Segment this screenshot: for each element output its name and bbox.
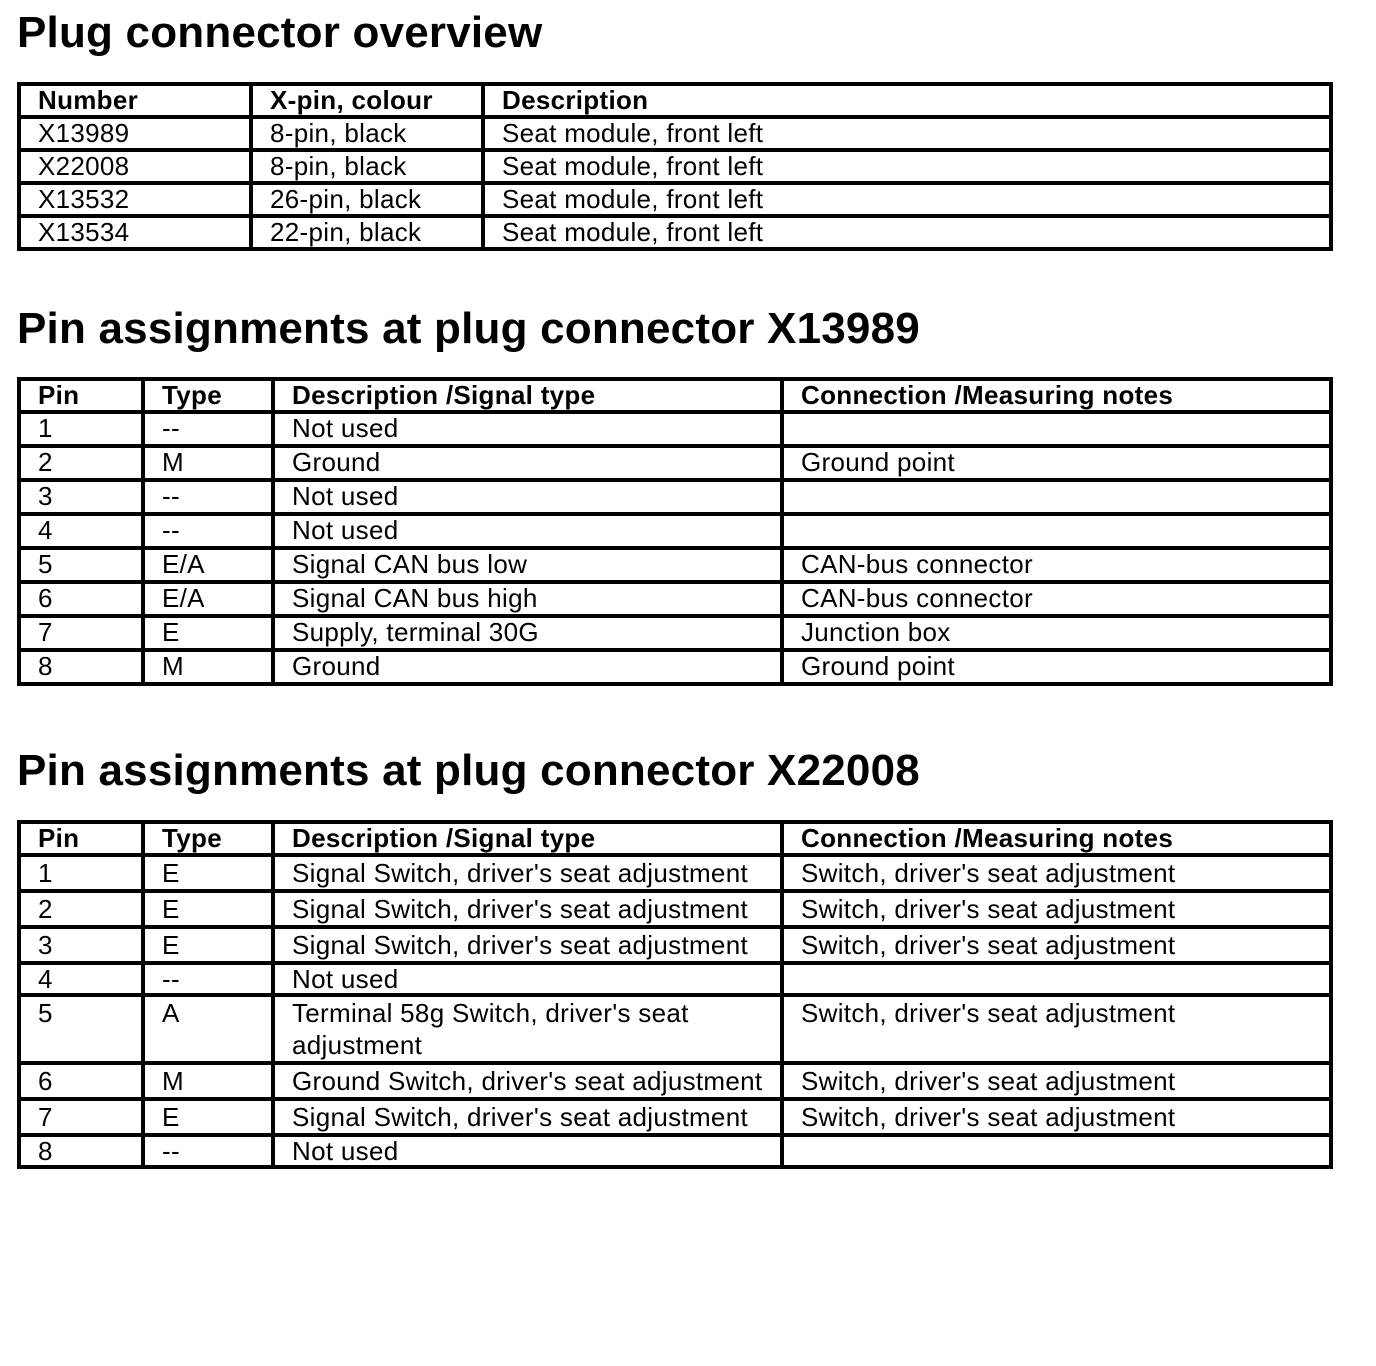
pin-type: -- [143, 480, 273, 514]
pin-number: 8 [19, 650, 143, 684]
connector-pins-colour: 22-pin, black [251, 216, 483, 249]
pin-connection: Ground point [782, 446, 1331, 480]
pin-number: 2 [19, 446, 143, 480]
pin-description: Terminal 58g Switch, driver's seat adjustment [273, 995, 782, 1063]
pin-connection: Switch, driver's seat adjustment [782, 995, 1331, 1063]
connector-number: X22008 [19, 150, 251, 183]
col-header-description: Description /Signal type [273, 379, 782, 412]
pin-number: 3 [19, 480, 143, 514]
pin-description: Not used [273, 480, 782, 514]
connector-number: X13989 [19, 117, 251, 150]
pin-connection [782, 1135, 1331, 1167]
pin-number: 3 [19, 927, 143, 963]
table-row [19, 963, 1331, 995]
col-header-x-pin-colour: X-pin, colour [251, 84, 483, 117]
table-row [19, 616, 1331, 650]
pin-connection [782, 480, 1331, 514]
connector-number: X13532 [19, 183, 251, 216]
pin-connection: Switch, driver's seat adjustment [782, 1063, 1331, 1099]
pin-type: E [143, 855, 273, 891]
pin-number: 4 [19, 963, 143, 995]
pin-connection: CAN-bus connector [782, 582, 1331, 616]
pin-number: 6 [19, 1063, 143, 1099]
x13989-header-row [19, 379, 1331, 412]
table-row [19, 1099, 1331, 1135]
connector-pins-colour: 8-pin, black [251, 117, 483, 150]
pin-type: -- [143, 514, 273, 548]
pin-description: Signal CAN bus high [273, 582, 782, 616]
table-row [19, 1063, 1331, 1099]
col-header-connection: Connection /Measuring notes [782, 822, 1331, 855]
pin-number: 7 [19, 616, 143, 650]
pin-type: E [143, 927, 273, 963]
pin-description: Signal Switch, driver's seat adjustment [273, 855, 782, 891]
pin-connection: Switch, driver's seat adjustment [782, 1099, 1331, 1135]
x13989-pin-table [17, 377, 1333, 686]
connector-description: Seat module, front left [483, 216, 1331, 249]
pin-type: -- [143, 412, 273, 446]
table-row [19, 1135, 1331, 1167]
pin-connection: Switch, driver's seat adjustment [782, 855, 1331, 891]
pin-number: 1 [19, 412, 143, 446]
pin-number: 7 [19, 1099, 143, 1135]
pin-number: 5 [19, 548, 143, 582]
pin-type: -- [143, 963, 273, 995]
connector-pins-colour: 26-pin, black [251, 183, 483, 216]
connector-pins-colour: 8-pin, black [251, 150, 483, 183]
pin-type: M [143, 650, 273, 684]
pin-number: 8 [19, 1135, 143, 1167]
pin-connection: Ground point [782, 650, 1331, 684]
pin-description: Signal Switch, driver's seat adjustment [273, 891, 782, 927]
table-row [19, 514, 1331, 548]
table-row [19, 446, 1331, 480]
pin-type: E/A [143, 582, 273, 616]
pin-type: M [143, 446, 273, 480]
connector-description: Seat module, front left [483, 183, 1331, 216]
pin-type: -- [143, 1135, 273, 1167]
pin-number: 5 [19, 995, 143, 1063]
col-header-connection: Connection /Measuring notes [782, 379, 1331, 412]
connector-description: Seat module, front left [483, 117, 1331, 150]
pin-description: Signal Switch, driver's seat adjustment [273, 927, 782, 963]
pin-description: Ground [273, 446, 782, 480]
table-row [19, 412, 1331, 446]
x22008-title: Pin assignments at plug connector X22008 [17, 746, 920, 795]
pin-type: E/A [143, 548, 273, 582]
pin-connection [782, 963, 1331, 995]
table-row [19, 548, 1331, 582]
pin-description: Not used [273, 412, 782, 446]
table-row [19, 995, 1331, 1063]
table-row [19, 927, 1331, 963]
table-row [19, 117, 1331, 150]
pin-type: E [143, 1099, 273, 1135]
table-row [19, 650, 1331, 684]
col-header-type: Type [143, 379, 273, 412]
col-header-type: Type [143, 822, 273, 855]
table-row [19, 150, 1331, 183]
overview-title: Plug connector overview [17, 8, 543, 57]
table-row [19, 855, 1331, 891]
overview-table [17, 82, 1333, 251]
x22008-pin-table [17, 820, 1333, 1169]
pin-description: Supply, terminal 30G [273, 616, 782, 650]
overview-header-row [19, 84, 1331, 117]
pin-description: Not used [273, 963, 782, 995]
table-row [19, 216, 1331, 249]
pin-connection [782, 412, 1331, 446]
pin-number: 6 [19, 582, 143, 616]
pin-connection: Switch, driver's seat adjustment [782, 927, 1331, 963]
pin-connection: CAN-bus connector [782, 548, 1331, 582]
pin-description: Ground Switch, driver's seat adjustment [273, 1063, 782, 1099]
pin-number: 2 [19, 891, 143, 927]
x22008-header-row [19, 822, 1331, 855]
connector-number: X13534 [19, 216, 251, 249]
pin-connection: Junction box [782, 616, 1331, 650]
connector-description: Seat module, front left [483, 150, 1331, 183]
table-row [19, 582, 1331, 616]
pin-description: Not used [273, 514, 782, 548]
pin-description: Not used [273, 1135, 782, 1167]
pin-description: Signal Switch, driver's seat adjustment [273, 1099, 782, 1135]
pin-type: E [143, 891, 273, 927]
pin-connection [782, 514, 1331, 548]
col-header-pin: Pin [19, 822, 143, 855]
table-row [19, 183, 1331, 216]
pin-type: M [143, 1063, 273, 1099]
pin-description: Ground [273, 650, 782, 684]
pin-description: Signal CAN bus low [273, 548, 782, 582]
col-header-description: Description [483, 84, 1331, 117]
table-row [19, 480, 1331, 514]
col-header-pin: Pin [19, 379, 143, 412]
pin-type: A [143, 995, 273, 1063]
pin-connection: Switch, driver's seat adjustment [782, 891, 1331, 927]
table-row [19, 891, 1331, 927]
pin-number: 1 [19, 855, 143, 891]
col-header-description: Description /Signal type [273, 822, 782, 855]
x13989-title: Pin assignments at plug connector X13989 [17, 304, 920, 353]
pin-number: 4 [19, 514, 143, 548]
pin-type: E [143, 616, 273, 650]
col-header-number: Number [19, 84, 251, 117]
